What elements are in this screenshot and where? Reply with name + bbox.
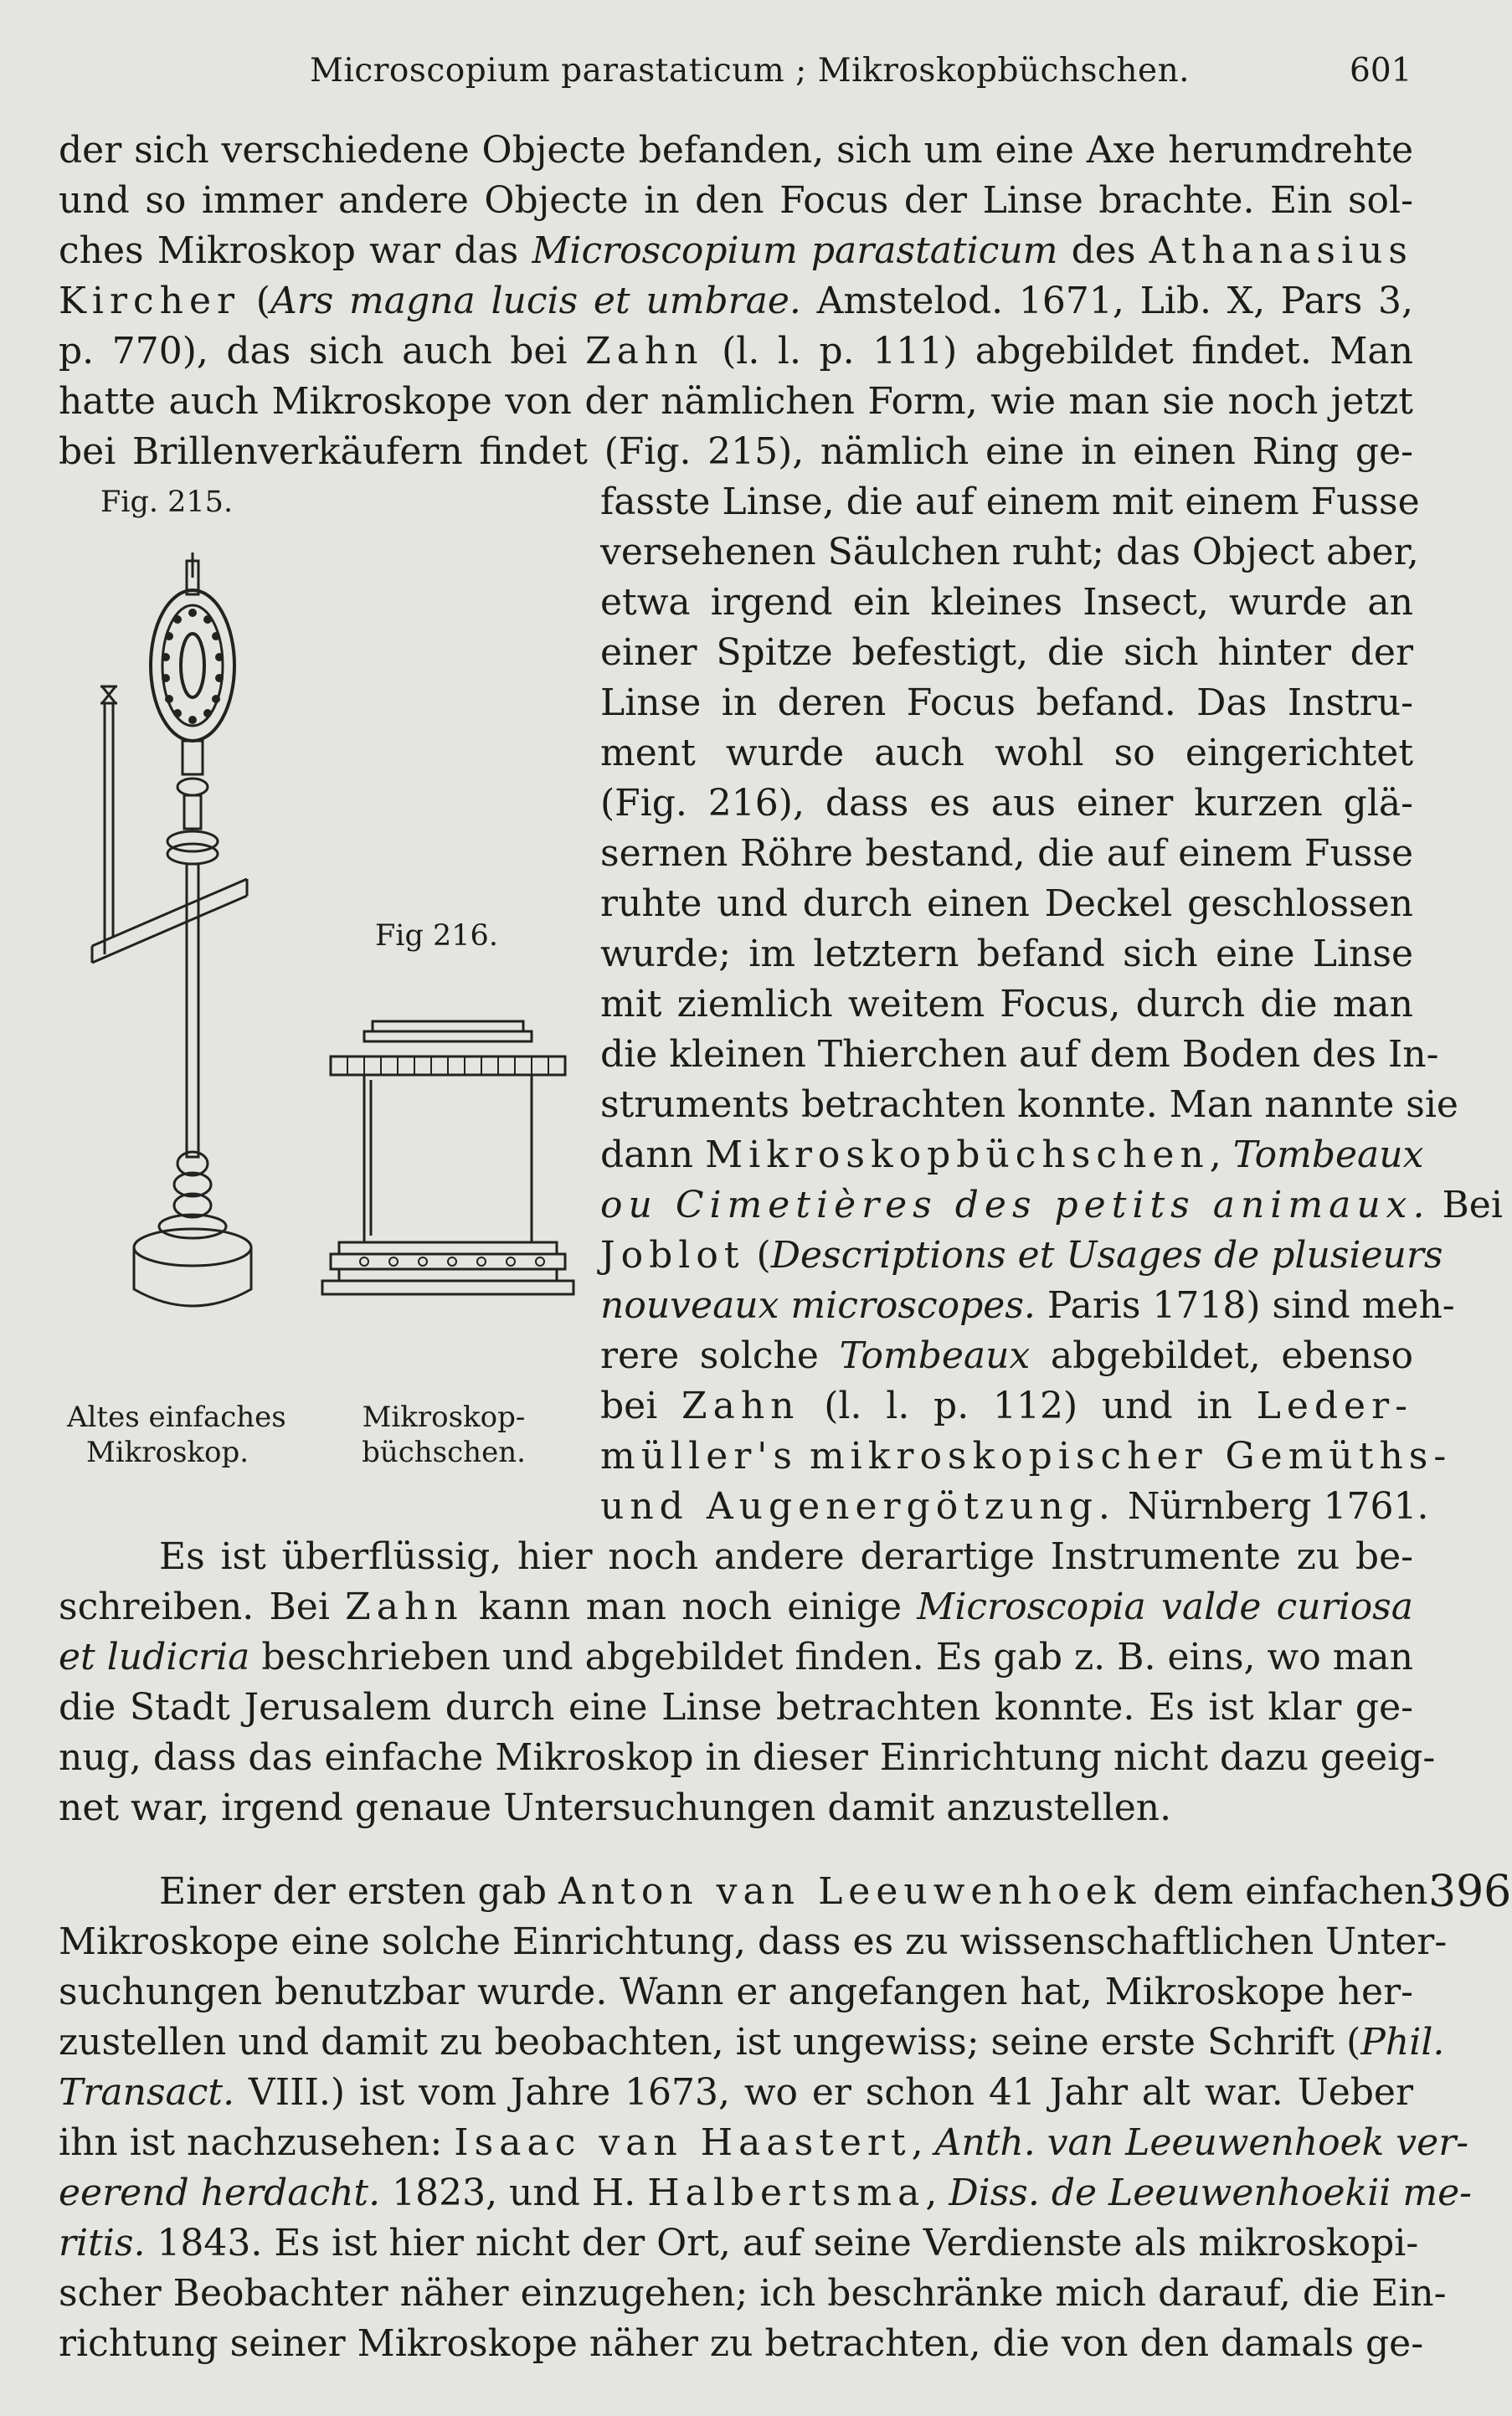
fig-215-label: Fig. 215. — [100, 486, 234, 519]
page-number: 601 — [1350, 52, 1412, 90]
text-line: zustellen und damit zu beobachten, ist ungewiss; seine erste Schrift (Phil. — [59, 2021, 1445, 2064]
text-line: richtung seiner Mikroskope näher zu betrachten, die von den damals ge- — [59, 2322, 1424, 2365]
text-line: Es ist überflüssig, hier noch andere derartige Instrumente zu be- — [159, 1535, 1413, 1578]
text-line: die kleinen Thierchen auf dem Boden des In- — [600, 1033, 1439, 1076]
text-line: Einer der ersten gab Anton van Leeuwenhoek dem einfachen — [159, 1870, 1428, 1913]
text-line: Kircher (Ars magna lucis et umbrae. Amstelod. 1671, Lib. X, Pars 3, — [59, 280, 1414, 322]
text-line: müller's mikroskopischer Gemüths- — [600, 1435, 1453, 1478]
text-line: dann Mikroskopbüchschen, Tombeaux — [600, 1133, 1424, 1176]
text-line: ihn ist nachzusehen: Isaac van Haastert, Anth. van Leeuwenhoek ver- — [59, 2121, 1469, 2164]
margin-number: 396 — [1428, 1867, 1512, 1917]
text-line: bei Zahn (l. l. p. 112) und in Leder- — [600, 1385, 1413, 1427]
text-line: Joblot (Descriptions et Usages de plusieurs — [600, 1234, 1443, 1277]
text-line: fasste Linse, die auf einem mit einem Fusse — [600, 481, 1420, 523]
text-line: nouveaux microscopes. Paris 1718) sind meh- — [600, 1284, 1455, 1327]
text-line: net war, irgend genaue Untersuchungen damit anzustellen. — [59, 1786, 1172, 1829]
text-line: bei Brillenverkäufern findet (Fig. 215), nämlich eine in einen Ring ge- — [59, 430, 1413, 473]
fig-215-caption: Altes einfaches Mikroskop. — [67, 1401, 286, 1469]
text-line: der sich verschiedene Objecte befanden, sich um eine Axe herumdrehte — [59, 129, 1413, 172]
text-line: Mikroskope eine solche Einrichtung, dass es zu wissenschaftlichen Unter- — [59, 1920, 1448, 1963]
running-head: Microscopium parastaticum ; Mikroskopbüchschen. — [310, 52, 1191, 90]
text-line: ches Mikroskop war das Microscopium parastaticum des Athanasius — [59, 229, 1413, 272]
text-line: suchungen benutzbar wurde. Wann er angefangen hat, Mikroskope her- — [59, 1971, 1413, 2013]
fig-216-caption: Mikroskop- büchschen. — [362, 1401, 526, 1469]
text-line: sernen Röhre bestand, die auf einem Fusse — [600, 832, 1413, 875]
fig-215-microscope-illustration — [67, 536, 318, 1365]
text-line: schreiben. Bei Zahn kann man noch einige Microscopia valde curiosa — [59, 1586, 1413, 1628]
text-line: versehenen Säulchen ruht; das Object aber, — [600, 531, 1419, 573]
text-line: ritis. 1843. Es ist hier nicht der Ort, auf seine Verdienste als mikroskopi- — [59, 2222, 1419, 2264]
fig-216-box-illustration — [314, 1005, 582, 1339]
text-line: (Fig. 216), dass es aus einer kurzen glä- — [600, 782, 1413, 825]
text-line: eerend herdacht. 1823, und H. Halbertsma, Diss. de Leeuwenhoekii me- — [59, 2172, 1472, 2214]
text-line: die Stadt Jerusalem durch eine Linse betrachten konnte. Es ist klar ge- — [59, 1686, 1413, 1729]
text-line: mit ziemlich weitem Focus, durch die man — [600, 983, 1413, 1026]
text-line: rere solche Tombeaux abgebildet, ebenso — [600, 1334, 1413, 1377]
text-line: ou Cimetières des petits animaux. Bei — [600, 1184, 1503, 1226]
text-line: Transact. VIII.) ist vom Jahre 1673, wo er schon 41 Jahr alt war. Ueber — [59, 2071, 1413, 2114]
fig-216-label: Fig 216. — [375, 919, 498, 953]
text-line: scher Beobachter näher einzugehen; ich beschränke mich darauf, die Ein- — [59, 2272, 1447, 2315]
text-line: und so immer andere Objecte in den Focus der Linse brachte. Ein sol- — [59, 179, 1413, 222]
text-line: und Augenergötzung. Nürnberg 1761. — [600, 1485, 1429, 1528]
text-line: wurde; im letztern befand sich eine Linse — [600, 933, 1413, 975]
text-line: struments betrachten konnte. Man nannte sie — [600, 1083, 1458, 1126]
text-line: ruhte und durch einen Deckel geschlossen — [600, 882, 1413, 925]
text-line: nug, dass das einfache Mikroskop in dieser Einrichtung nicht dazu geeig- — [59, 1736, 1436, 1779]
page-header — [0, 52, 1512, 102]
text-line: et ludicria beschrieben und abgebildet finden. Es gab z. B. eins, wo man — [59, 1636, 1413, 1678]
text-line: p. 770), das sich auch bei Zahn (l. l. p. 111) abgebildet findet. Man — [59, 330, 1413, 373]
text-line: etwa irgend ein kleines Insect, wurde an — [600, 581, 1413, 624]
text-line: hatte auch Mikroskope von der nämlichen Form, wie man sie noch jetzt — [59, 380, 1413, 423]
text-line: Linse in deren Focus befand. Das Instru- — [600, 681, 1413, 724]
text-line: ment wurde auch wohl so eingerichtet — [600, 732, 1413, 774]
text-line: einer Spitze befestigt, die sich hinter der — [600, 631, 1413, 674]
